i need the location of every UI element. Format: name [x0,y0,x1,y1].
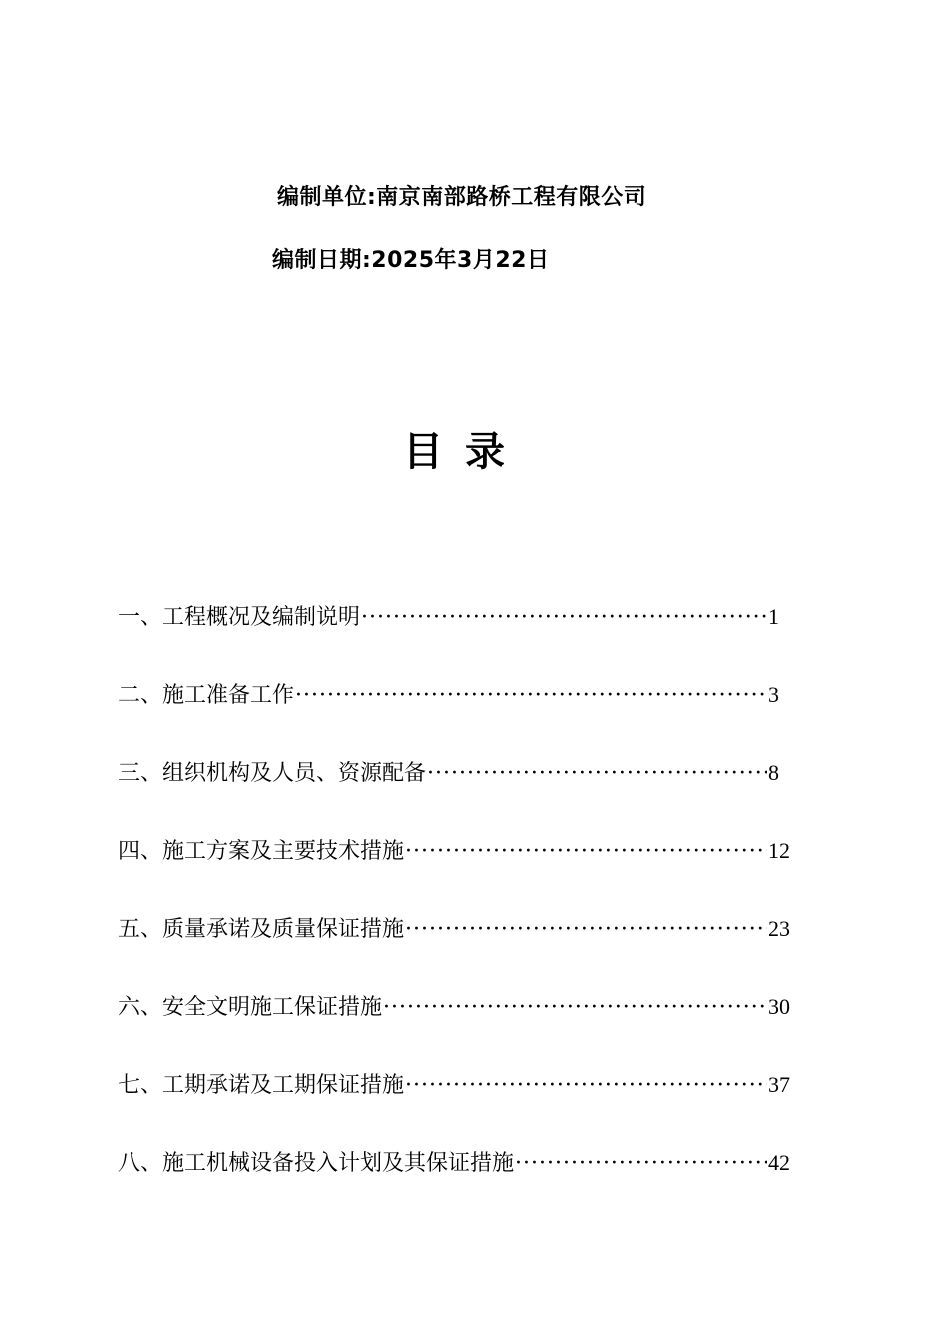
toc-item[interactable] [118,912,798,990]
toc-item-page: 3 [768,682,779,707]
toc-item-label: 六、安全文明施工保证措施 [118,995,383,1020]
toc-item-leader [405,917,767,942]
toc-item-leader [295,683,767,708]
toc-item-page: 12 [768,838,790,863]
toc-item-leader [427,761,767,786]
toc-item[interactable] [118,756,798,834]
toc-item[interactable] [118,834,798,912]
toc-item-label: 四、施工方案及主要技术措施 [118,839,405,864]
toc-item-page: 1 [768,604,779,629]
compiling-unit: 编制单位:南京南部路桥工程有限公司 [277,185,647,210]
toc-item-page: 30 [768,994,790,1019]
toc-item-leader [361,605,767,630]
toc-item-page: 8 [768,760,779,785]
toc-item-leader [383,995,767,1020]
toc-item-label: 三、组织机构及人员、资源配备 [118,761,427,786]
toc-list [118,600,798,1224]
toc-item-page: 23 [768,916,790,941]
toc-item-leader [405,839,767,864]
toc-item-page: 37 [768,1072,790,1097]
toc-item-leader [405,1073,767,1098]
toc-item-label: 二、施工准备工作 [118,683,295,708]
toc-item[interactable] [118,1146,798,1224]
toc-item-leader [515,1151,767,1176]
toc-title: 目录 [403,429,527,475]
toc-item-label: 一、工程概况及编制说明 [118,605,361,630]
toc-item[interactable] [118,600,798,678]
toc-item-page: 42 [768,1150,790,1175]
toc-item[interactable] [118,1068,798,1146]
toc-item-label: 七、工期承诺及工期保证措施 [118,1073,405,1098]
toc-item-label: 八、施工机械设备投入计划及其保证措施 [118,1151,515,1176]
compiling-date: 编制日期:2025年3月22日 [272,248,550,273]
toc-item[interactable] [118,990,798,1068]
toc-item-label: 五、质量承诺及质量保证措施 [118,917,405,942]
toc-item[interactable] [118,678,798,756]
